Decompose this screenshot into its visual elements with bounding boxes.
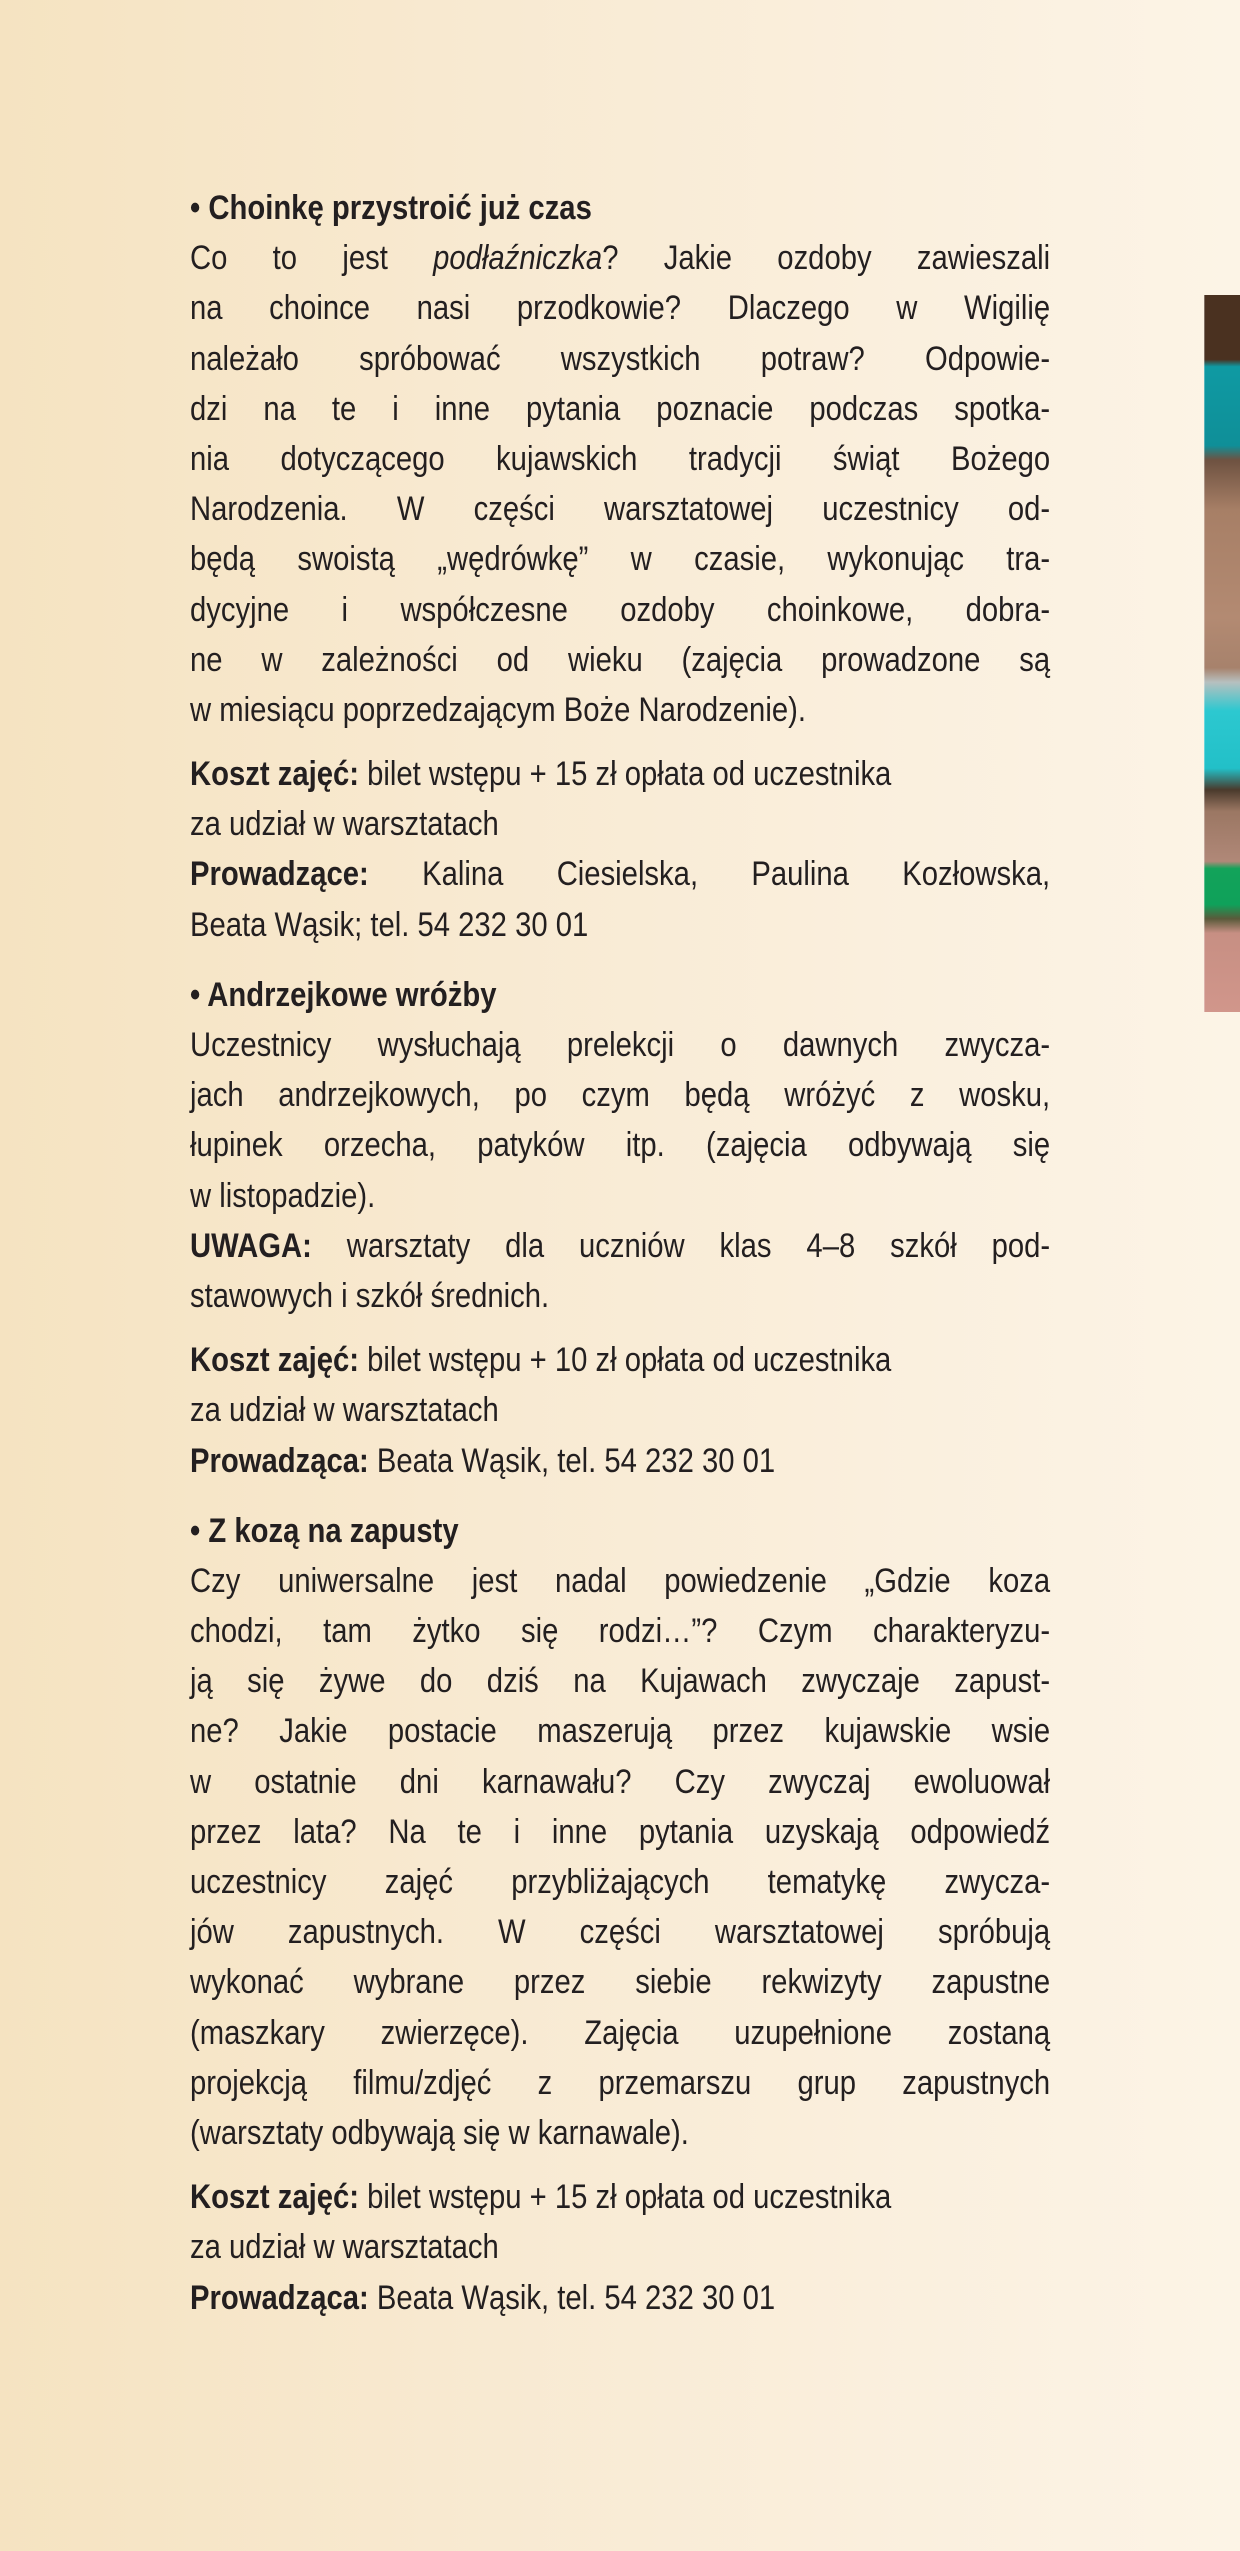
body-line: dzi na te i inne pytania poznacie podczas spotka- [190, 389, 1051, 428]
body-line: będą swoistą „wędrówkę” w czasie, wykonując tra- [190, 540, 1051, 579]
body-line: Czy uniwersalne jest nadal powiedzenie „Gdzie koza [190, 1561, 1051, 1600]
body-line: ne w zależności od wieku (zajęcia prowadzone są [190, 640, 1051, 679]
body-line: w ostatnie dni karnawału? Czy zwyczaj ewoluował [190, 1762, 1051, 1801]
lead-value: Beata Wąsik, tel. 54 232 30 01 [368, 1441, 776, 1480]
lead-line [190, 849, 1050, 899]
body-text: Co to jest [190, 239, 434, 278]
body-line: należało spróbować wszystkich potraw? Odpowie- [190, 339, 1051, 378]
section-z-koza-na-zapusty [190, 1506, 1050, 2323]
body-line: w listopadzie). [190, 1176, 376, 1215]
note-value: warsztaty dla uczniów klas 4–8 szkół pod- [311, 1226, 1051, 1265]
body-line: wykonać wybrane przez siebie rekwizyty zapustne [190, 1963, 1051, 2002]
body-line: Narodzenia. W części warsztatowej uczestnicy od- [190, 490, 1051, 529]
cost-line [190, 749, 1050, 799]
body-line: (warsztaty odbywają się w karnawale). [190, 2113, 689, 2152]
lead-line [190, 2273, 1050, 2323]
body-line: na choince nasi przodkowie? Dlaczego w Wigilię [190, 289, 1051, 328]
body-line: ne? Jakie postacie maszerują przez kujawskie wsie [190, 1712, 1051, 1751]
cost-value: bilet wstępu + 15 zł opłata od uczestnika [358, 755, 892, 794]
lead-label: Prowadząca: [190, 2278, 369, 2317]
section-title: • Andrzejkowe wróżby [190, 975, 497, 1014]
cost-value: bilet wstępu + 10 zł opłata od uczestnika [358, 1341, 892, 1380]
lead-label: Prowadząca: [190, 1441, 369, 1480]
note-line [190, 1221, 1050, 1271]
cost-line [190, 1335, 1050, 1385]
body-line: przez lata? Na te i inne pytania uzyskają odpowiedź [190, 1812, 1051, 1851]
photo-strip-image [1204, 295, 1240, 1012]
body-line [190, 233, 1050, 283]
lead-line [190, 1436, 1050, 1486]
note-line-cont: stawowych i szkół średnich. [190, 1276, 550, 1315]
body-line: uczestnicy zajęć przybliżających tematykę zwycza- [190, 1863, 1051, 1901]
body-line: projekcją filmu/zdjęć z przemarszu grup zapustnych [190, 2063, 1051, 2102]
cost-line-cont: za udział w warsztatach [190, 2228, 499, 2267]
body-line: jach andrzejkowych, po czym będą wróżyć z wosku, [190, 1076, 1051, 1115]
emphasis-term: podłaźniczka [433, 239, 603, 278]
body-line: ją się żywe do dziś na Kujawach zwyczaje zapust- [190, 1662, 1051, 1701]
section-title: • Z kozą na zapusty [190, 1511, 459, 1550]
body-line: łupinek orzecha, patyków itp. (zajęcia odbywają się [190, 1126, 1051, 1165]
section-title: • Choinkę przystroić już czas [190, 189, 592, 227]
body-line: (maszkary zwierzęce). Zajęcia uzupełnione zostaną [190, 2013, 1051, 2052]
article-column [190, 183, 1050, 2323]
body-text: ? Jakie ozdoby zawieszali [602, 239, 1051, 278]
lead-label: Prowadzące: [190, 855, 369, 894]
cost-label: Koszt zajęć: [190, 755, 359, 794]
section-andrzejkowe-wrozby [190, 970, 1050, 1486]
note-label: UWAGA: [190, 1226, 312, 1265]
body-line: w miesiącu poprzedzającym Boże Narodzenie). [190, 690, 806, 729]
cost-line-cont: za udział w warsztatach [190, 805, 499, 844]
body-line: dycyjne i współczesne ozdoby choinkowe, dobra- [190, 590, 1051, 629]
cost-label: Koszt zajęć: [190, 2178, 359, 2217]
cost-label: Koszt zajęć: [190, 1341, 359, 1380]
lead-value: Kalina Ciesielska, Paulina Kozłowska, [368, 855, 1051, 894]
body-line: jów zapustnych. W części warsztatowej spróbują [190, 1913, 1051, 1952]
body-line: nia dotyczącego kujawskich tradycji świąt Bożego [190, 439, 1051, 478]
cost-value: bilet wstępu + 15 zł opłata od uczestnika [358, 2178, 892, 2217]
lead-value: Beata Wąsik, tel. 54 232 30 01 [368, 2278, 776, 2317]
section-choinke-przystroic [190, 183, 1050, 950]
cost-line [190, 2172, 1050, 2222]
body-line: Uczestnicy wysłuchają prelekcji o dawnych zwycza- [190, 1026, 1051, 1064]
body-line: chodzi, tam żytko się rodzi…”? Czym charakteryzu- [190, 1612, 1051, 1651]
cost-line-cont: za udział w warsztatach [190, 1391, 499, 1430]
lead-line-cont: Beata Wąsik; tel. 54 232 30 01 [190, 905, 589, 944]
